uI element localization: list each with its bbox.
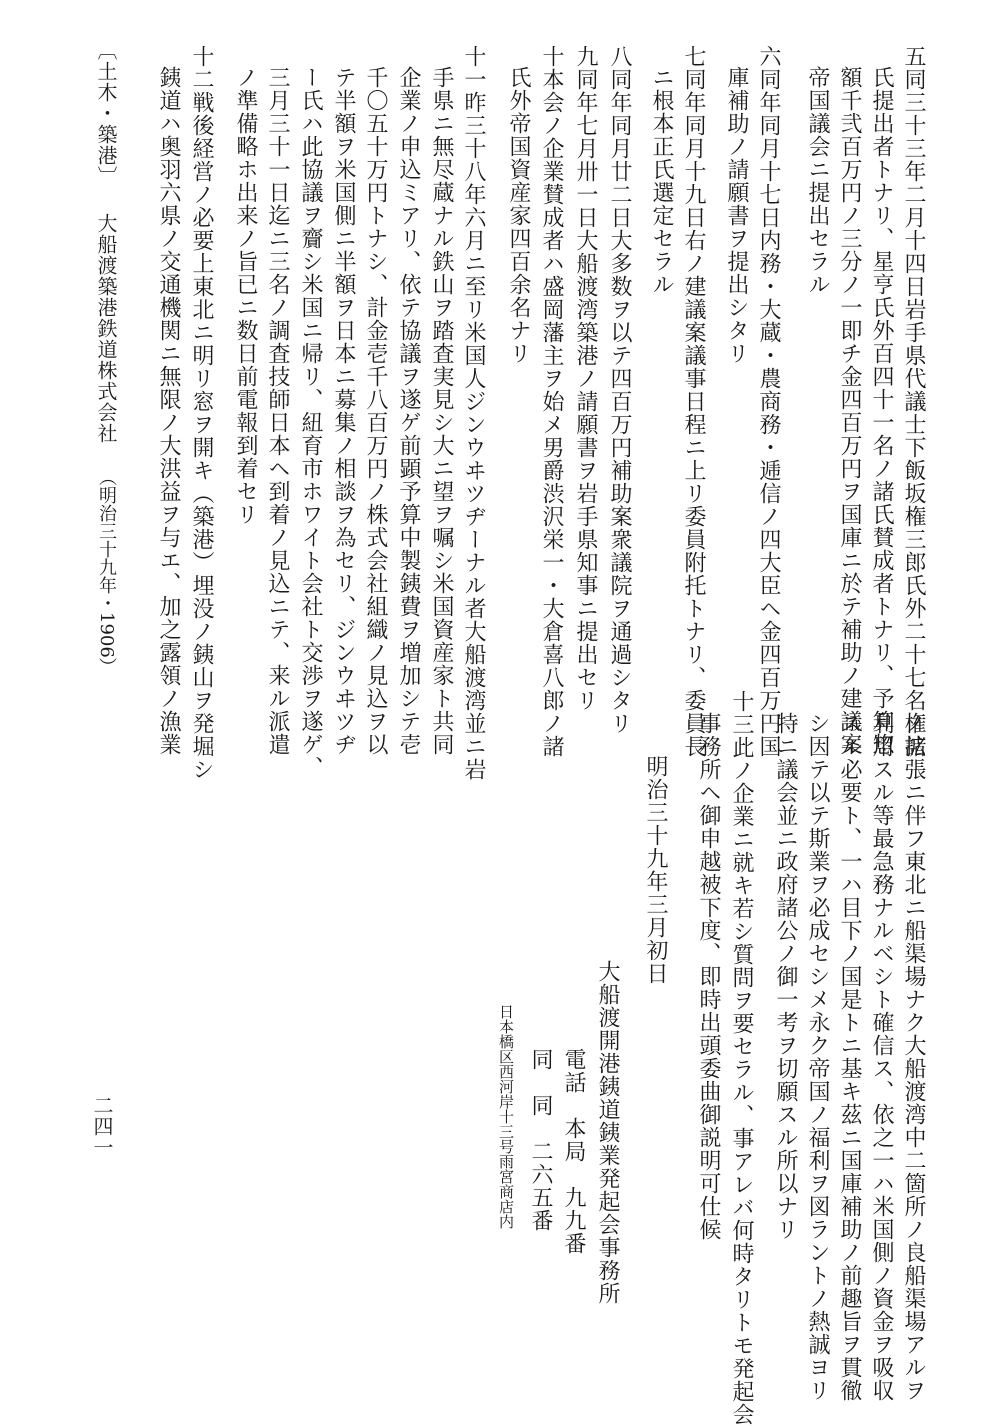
text-column: 企業ノ申込ミアリ、依テ協議ヲ遂ゲ前顕予算中製銕費ヲ増加シテ壱 xyxy=(396,66,421,756)
text-column: 銕道ハ奥羽六県ノ交通機関ニ無限ノ大洪益ヲ与エ、加之露領ノ漁業 xyxy=(156,66,181,756)
office-address: 日本橋区西河岸十三号雨宮商店内 xyxy=(497,1004,515,1229)
text-column: 氏外帝国資産家四百余名ナリ xyxy=(506,66,531,365)
text-column: 権拡張ニ伴フ東北ニ船渠場ナク大船渡湾中二箇所ノ良船渠場アルヲ xyxy=(901,712,926,1402)
text-column: 手県ニ無尽蔵ナル鉄山ヲ踏査実見シ大ニ望ヲ嘱シ米国資産家ト共同 xyxy=(429,66,454,756)
text-column: 庫補助ノ請願書ヲ提出シタリ xyxy=(724,66,749,365)
text-column: 三月三十一日迄ニ三名ノ調査技師日本ヘ到着ノ見込ニテ、来ル派遣 xyxy=(265,66,290,756)
text-column: 利用スル等最急務ナルベシト確信ス、依之一ハ米国側ノ資金ヲ吸収 xyxy=(869,712,894,1402)
text-column: テ半額ヲ米国側ニ半額ヲ日本ニ募集ノ相談ヲ為セリ、ジンウヰツヂ xyxy=(331,66,356,756)
phone-line: 同 同 二六五番 xyxy=(528,1048,553,1232)
text-column: 十二戦後経営ノ必要上東北ニ明リ窓ヲ開キ（築港）埋没ノ銕山ヲ発堀シ xyxy=(189,45,214,781)
text-column: ー氏ハ此協議ヲ齎シ米国ニ帰リ、紐育市ホワイト会社ト交渉ヲ遂ゲ、 xyxy=(298,66,323,779)
phone-line: 電話 本局 九九番 xyxy=(561,1048,586,1255)
text-column: ノ準備略ホ出来ノ旨已ニ数日前電報到着セリ xyxy=(233,66,258,526)
footer-category: 〔土木・築港〕 xyxy=(94,40,118,187)
footer-company: 大船渡築港鉄道株式会社 xyxy=(94,213,118,444)
text-column: 事務所ヘ御申越被下度、即時出頭委曲御説明可仕候 xyxy=(696,712,721,1241)
footer-year: （明治三十九年・1906） xyxy=(96,468,117,676)
document-date: 明治三十九年三月初日 xyxy=(643,755,668,985)
text-column: 九同年七月卅一日大船渡湾築港ノ請願書ヲ岩手県知事ニ提出セリ xyxy=(573,45,598,712)
page-number: 二四一 xyxy=(90,1095,114,1158)
text-column: ニ根本正氏選定セラル xyxy=(649,66,674,296)
text-column: 六同年同月十七日内務・大蔵・農商務・逓信ノ四大臣ヘ金四百万円国 xyxy=(756,45,781,758)
footer-source xyxy=(96,40,116,676)
text-column: 氏提出者トナリ、星亨氏外百四十一名ノ諸氏賛成者トナリ、予算惣 xyxy=(869,66,894,756)
text-column: 十三此ノ企業ニ就キ若シ質問ヲ要セラル、事アレバ何時タリトモ発起会 xyxy=(729,690,754,1426)
text-column: 特ニ議会並ニ政府諸公ノ御一考ヲ切願スル所以ナリ xyxy=(773,712,798,1241)
text-column: 額千弐百万円ノ三分ノ一即チ金四百万円ヲ国庫ニ於テ補助ノ建議案 xyxy=(837,66,862,756)
text-column: 十本会ノ企業賛成者ハ盛岡藩主ヲ始メ男爵渋沢栄一・大倉喜八郎ノ諸 xyxy=(539,45,564,758)
text-column: 千〇五十万円トナシ、計金壱千八百万円ノ株式会社組織ノ見込ヲ以 xyxy=(363,66,388,756)
text-column: 五同三十三年二月十四日岩手県代議士下飯坂権三郎氏外二十七名ノ諸 xyxy=(901,45,926,758)
text-column: 帝国議会ニ提出セラル xyxy=(805,66,830,296)
text-column: 八同年同月廿二日大多数ヲ以テ四百万円補助案衆議院ヲ通過シタリ xyxy=(607,45,632,735)
text-column: シ因テ以テ斯業ヲ必成セシメ永ク帝国ノ福利ヲ図ラントノ熱誠ヨリ xyxy=(805,712,830,1402)
text-column: 十一昨三十八年六月ニ至リ米国人ジンウヰツヂーナル者大船渡湾並ニ岩 xyxy=(461,45,486,781)
text-column: 七同年同月十九日右ノ建議案議事日程ニ上リ委員附托トナリ、委員長 xyxy=(681,45,706,758)
text-column: スル必要ト、一ハ目下ノ国是トニ基キ茲ニ国庫補助ノ前趣旨ヲ貫徹 xyxy=(837,712,862,1402)
office-name: 大船渡開港銕道銕業発起会事務所 xyxy=(595,960,620,1305)
